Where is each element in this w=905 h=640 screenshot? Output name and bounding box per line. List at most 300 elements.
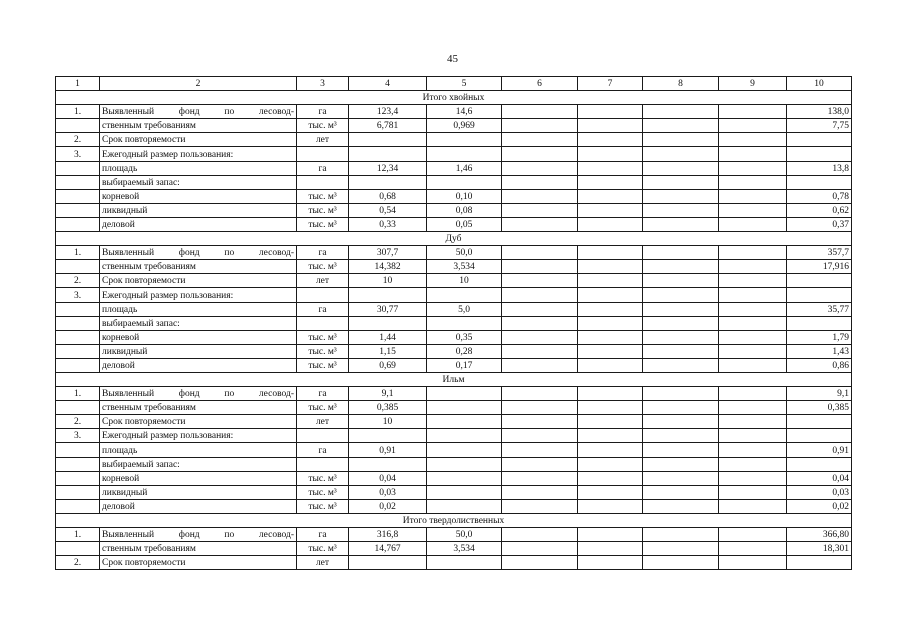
value-col-9 (719, 203, 787, 217)
value-col-8 (643, 161, 719, 175)
item-number: 1. (56, 387, 100, 401)
value-col-10: 0,02 (787, 499, 852, 513)
value-col-5: 1,46 (427, 161, 502, 175)
value-col-4: 0,33 (349, 217, 427, 231)
value-col-8 (643, 316, 719, 330)
table-row (56, 556, 852, 570)
column-header-1: 1 (56, 77, 100, 91)
value-col-10 (787, 288, 852, 302)
table-row (56, 344, 852, 358)
value-col-5: 0,35 (427, 330, 502, 344)
unit: га (297, 387, 349, 401)
value-col-5: 5,0 (427, 302, 502, 316)
value-col-9 (719, 105, 787, 119)
value-col-9 (719, 499, 787, 513)
value-col-4 (349, 147, 427, 161)
value-col-10: 17,916 (787, 260, 852, 274)
value-col-10 (787, 429, 852, 443)
value-col-10 (787, 147, 852, 161)
value-col-7 (578, 457, 643, 471)
value-col-4: 10 (349, 274, 427, 288)
value-col-9 (719, 161, 787, 175)
value-col-7 (578, 415, 643, 429)
value-col-6 (502, 429, 578, 443)
value-col-9 (719, 133, 787, 147)
item-label: Ежегодный размер пользования: (100, 288, 297, 302)
item-number (56, 358, 100, 372)
unit: га (297, 105, 349, 119)
item-label: ликвидный (100, 203, 297, 217)
value-col-5 (427, 485, 502, 499)
value-col-4 (349, 556, 427, 570)
item-number (56, 302, 100, 316)
item-label: ственным требованиям (100, 401, 297, 415)
value-col-9 (719, 542, 787, 556)
item-number (56, 471, 100, 485)
forest-fund-table (55, 76, 852, 570)
item-label: Выявленный фонд по лесовод- (100, 528, 297, 542)
unit (297, 147, 349, 161)
item-label: деловой (100, 358, 297, 372)
unit: га (297, 246, 349, 260)
value-col-6 (502, 499, 578, 513)
table-row (56, 528, 852, 542)
value-col-10: 18,301 (787, 542, 852, 556)
table-row (56, 260, 852, 274)
value-col-6 (502, 542, 578, 556)
value-col-5 (427, 387, 502, 401)
table-row (56, 471, 852, 485)
value-col-4: 307,7 (349, 246, 427, 260)
value-col-9 (719, 302, 787, 316)
value-col-4: 12,34 (349, 161, 427, 175)
value-col-4: 0,04 (349, 471, 427, 485)
value-col-5 (427, 401, 502, 415)
value-col-7 (578, 246, 643, 260)
value-col-10: 0,37 (787, 217, 852, 231)
value-col-10: 0,385 (787, 401, 852, 415)
value-col-6 (502, 387, 578, 401)
value-col-7 (578, 133, 643, 147)
unit: тыс. м³ (297, 203, 349, 217)
value-col-10 (787, 274, 852, 288)
item-number (56, 485, 100, 499)
value-col-5 (427, 288, 502, 302)
unit (297, 429, 349, 443)
value-col-7 (578, 485, 643, 499)
item-number: 2. (56, 133, 100, 147)
item-number: 3. (56, 429, 100, 443)
section-title-row (56, 513, 852, 527)
value-col-7 (578, 217, 643, 231)
value-col-7 (578, 387, 643, 401)
value-col-9 (719, 246, 787, 260)
unit: лет (297, 556, 349, 570)
unit: тыс. м³ (297, 344, 349, 358)
unit: тыс. м³ (297, 217, 349, 231)
item-number (56, 203, 100, 217)
value-col-9 (719, 429, 787, 443)
unit: га (297, 528, 349, 542)
value-col-5: 0,08 (427, 203, 502, 217)
item-number (56, 119, 100, 133)
unit: лет (297, 415, 349, 429)
item-label: корневой (100, 330, 297, 344)
value-col-8 (643, 358, 719, 372)
value-col-5: 3,534 (427, 542, 502, 556)
value-col-8 (643, 457, 719, 471)
unit: тыс. м³ (297, 330, 349, 344)
value-col-5 (427, 147, 502, 161)
column-header-8: 8 (643, 77, 719, 91)
value-col-10: 0,78 (787, 189, 852, 203)
value-col-8 (643, 133, 719, 147)
item-label: Выявленный фонд по лесовод- (100, 105, 297, 119)
value-col-6 (502, 485, 578, 499)
value-col-8 (643, 189, 719, 203)
table-row (56, 316, 852, 330)
value-col-9 (719, 457, 787, 471)
value-col-7 (578, 542, 643, 556)
value-col-7 (578, 189, 643, 203)
item-number (56, 316, 100, 330)
value-col-6 (502, 161, 578, 175)
item-number: 1. (56, 528, 100, 542)
table-row (56, 189, 852, 203)
value-col-7 (578, 119, 643, 133)
value-col-4: 0,03 (349, 485, 427, 499)
value-col-10: 0,86 (787, 358, 852, 372)
item-number: 3. (56, 288, 100, 302)
value-col-4: 0,385 (349, 401, 427, 415)
value-col-7 (578, 471, 643, 485)
item-label: площадь (100, 443, 297, 457)
value-col-5: 50,0 (427, 246, 502, 260)
value-col-8 (643, 556, 719, 570)
item-label: Срок повторяемости (100, 274, 297, 288)
table-row (56, 485, 852, 499)
item-number (56, 330, 100, 344)
value-col-5 (427, 556, 502, 570)
value-col-6 (502, 344, 578, 358)
value-col-7 (578, 260, 643, 274)
table-row (56, 203, 852, 217)
value-col-6 (502, 443, 578, 457)
value-col-8 (643, 330, 719, 344)
item-label: Выявленный фонд по лесовод- (100, 387, 297, 401)
section-title: Дуб (56, 232, 852, 246)
value-col-7 (578, 288, 643, 302)
unit: га (297, 443, 349, 457)
value-col-7 (578, 203, 643, 217)
item-number: 2. (56, 556, 100, 570)
value-col-8 (643, 415, 719, 429)
table-row (56, 161, 852, 175)
value-col-9 (719, 387, 787, 401)
value-col-10: 9,1 (787, 387, 852, 401)
item-number: 1. (56, 105, 100, 119)
value-col-7 (578, 316, 643, 330)
value-col-5 (427, 316, 502, 330)
item-label: Срок повторяемости (100, 556, 297, 570)
value-col-9 (719, 189, 787, 203)
value-col-6 (502, 330, 578, 344)
value-col-10: 7,75 (787, 119, 852, 133)
value-col-6 (502, 105, 578, 119)
value-col-8 (643, 542, 719, 556)
value-col-6 (502, 302, 578, 316)
value-col-10: 1,79 (787, 330, 852, 344)
value-col-10 (787, 175, 852, 189)
section-title-row (56, 232, 852, 246)
value-col-10: 0,03 (787, 485, 852, 499)
value-col-4: 1,15 (349, 344, 427, 358)
value-col-10 (787, 316, 852, 330)
unit: тыс. м³ (297, 358, 349, 372)
unit: га (297, 161, 349, 175)
table-row (56, 147, 852, 161)
value-col-8 (643, 105, 719, 119)
value-col-7 (578, 358, 643, 372)
item-number (56, 217, 100, 231)
value-col-10: 1,43 (787, 344, 852, 358)
value-col-8 (643, 260, 719, 274)
value-col-10: 138,0 (787, 105, 852, 119)
section-title: Ильм (56, 372, 852, 386)
value-col-5: 50,0 (427, 528, 502, 542)
value-col-10: 0,62 (787, 203, 852, 217)
value-col-8 (643, 429, 719, 443)
value-col-5: 0,969 (427, 119, 502, 133)
item-number: 2. (56, 415, 100, 429)
table-row (56, 542, 852, 556)
item-number (56, 401, 100, 415)
table-row (56, 246, 852, 260)
value-col-8 (643, 119, 719, 133)
item-label: ликвидный (100, 485, 297, 499)
value-col-5: 0,28 (427, 344, 502, 358)
value-col-4 (349, 457, 427, 471)
table-row (56, 429, 852, 443)
value-col-4: 14,767 (349, 542, 427, 556)
column-number-row (56, 77, 852, 91)
value-col-10 (787, 415, 852, 429)
item-number (56, 175, 100, 189)
item-label: ственным требованиям (100, 119, 297, 133)
value-col-6 (502, 119, 578, 133)
value-col-8 (643, 175, 719, 189)
table-row (56, 217, 852, 231)
item-label: ственным требованиям (100, 542, 297, 556)
value-col-10 (787, 556, 852, 570)
unit: лет (297, 133, 349, 147)
value-col-4: 10 (349, 415, 427, 429)
value-col-8 (643, 246, 719, 260)
value-col-8 (643, 471, 719, 485)
column-header-2: 2 (100, 77, 297, 91)
value-col-7 (578, 302, 643, 316)
unit: тыс. м³ (297, 471, 349, 485)
value-col-8 (643, 203, 719, 217)
value-col-6 (502, 175, 578, 189)
value-col-8 (643, 288, 719, 302)
value-col-6 (502, 274, 578, 288)
table-row (56, 358, 852, 372)
section-title-row (56, 372, 852, 386)
value-col-4: 0,68 (349, 189, 427, 203)
value-col-6 (502, 401, 578, 415)
column-header-3: 3 (297, 77, 349, 91)
value-col-6 (502, 133, 578, 147)
value-col-9 (719, 260, 787, 274)
table-row (56, 330, 852, 344)
item-label: выбираемый запас: (100, 457, 297, 471)
section-title: Итого твердолиственных (56, 513, 852, 527)
value-col-8 (643, 274, 719, 288)
value-col-4: 0,54 (349, 203, 427, 217)
unit (297, 175, 349, 189)
item-label: площадь (100, 302, 297, 316)
item-label: выбираемый запас: (100, 316, 297, 330)
table-row (56, 499, 852, 513)
value-col-7 (578, 443, 643, 457)
item-label: Выявленный фонд по лесовод- (100, 246, 297, 260)
value-col-7 (578, 556, 643, 570)
value-col-6 (502, 189, 578, 203)
value-col-7 (578, 344, 643, 358)
unit: тыс. м³ (297, 485, 349, 499)
value-col-6 (502, 288, 578, 302)
value-col-10: 13,8 (787, 161, 852, 175)
value-col-7 (578, 161, 643, 175)
item-label: деловой (100, 499, 297, 513)
value-col-8 (643, 443, 719, 457)
column-header-4: 4 (349, 77, 427, 91)
value-col-5 (427, 429, 502, 443)
unit (297, 457, 349, 471)
value-col-10: 366,80 (787, 528, 852, 542)
table-row (56, 415, 852, 429)
value-col-6 (502, 415, 578, 429)
table-row (56, 387, 852, 401)
value-col-9 (719, 217, 787, 231)
value-col-5 (427, 499, 502, 513)
value-col-4 (349, 288, 427, 302)
value-col-6 (502, 457, 578, 471)
value-col-9 (719, 358, 787, 372)
value-col-5: 10 (427, 274, 502, 288)
value-col-9 (719, 443, 787, 457)
item-label: выбираемый запас: (100, 175, 297, 189)
item-number (56, 344, 100, 358)
value-col-10: 0,91 (787, 443, 852, 457)
value-col-10: 35,77 (787, 302, 852, 316)
value-col-8 (643, 302, 719, 316)
table-row (56, 175, 852, 189)
item-number: 1. (56, 246, 100, 260)
item-label: Срок повторяемости (100, 133, 297, 147)
value-col-6 (502, 147, 578, 161)
table-row (56, 302, 852, 316)
table-row (56, 274, 852, 288)
value-col-9 (719, 471, 787, 485)
value-col-9 (719, 175, 787, 189)
value-col-9 (719, 344, 787, 358)
value-col-6 (502, 556, 578, 570)
item-number (56, 443, 100, 457)
value-col-5 (427, 133, 502, 147)
item-number (56, 189, 100, 203)
value-col-5 (427, 457, 502, 471)
table-row (56, 401, 852, 415)
table-row (56, 288, 852, 302)
table-row (56, 119, 852, 133)
value-col-8 (643, 485, 719, 499)
value-col-9 (719, 274, 787, 288)
value-col-4: 0,02 (349, 499, 427, 513)
value-col-10: 0,04 (787, 471, 852, 485)
value-col-4 (349, 175, 427, 189)
value-col-6 (502, 203, 578, 217)
value-col-7 (578, 528, 643, 542)
value-col-5: 0,05 (427, 217, 502, 231)
unit: лет (297, 274, 349, 288)
value-col-8 (643, 344, 719, 358)
value-col-7 (578, 274, 643, 288)
value-col-9 (719, 401, 787, 415)
item-number (56, 457, 100, 471)
item-number: 2. (56, 274, 100, 288)
item-number (56, 161, 100, 175)
item-label: площадь (100, 161, 297, 175)
table-row (56, 443, 852, 457)
value-col-9 (719, 147, 787, 161)
unit: га (297, 302, 349, 316)
value-col-5: 14,6 (427, 105, 502, 119)
value-col-9 (719, 288, 787, 302)
value-col-9 (719, 330, 787, 344)
value-col-8 (643, 387, 719, 401)
value-col-9 (719, 556, 787, 570)
item-label: Ежегодный размер пользования: (100, 429, 297, 443)
item-label: ликвидный (100, 344, 297, 358)
item-number (56, 542, 100, 556)
item-label: ственным требованиям (100, 260, 297, 274)
value-col-7 (578, 401, 643, 415)
value-col-4 (349, 316, 427, 330)
page-number: 45 (447, 53, 458, 65)
value-col-5: 0,17 (427, 358, 502, 372)
table-row (56, 105, 852, 119)
unit: тыс. м³ (297, 189, 349, 203)
value-col-6 (502, 217, 578, 231)
value-col-7 (578, 429, 643, 443)
value-col-7 (578, 105, 643, 119)
value-col-4: 1,44 (349, 330, 427, 344)
table-row (56, 457, 852, 471)
value-col-9 (719, 528, 787, 542)
column-header-6: 6 (502, 77, 578, 91)
value-col-6 (502, 246, 578, 260)
value-col-7 (578, 147, 643, 161)
item-number (56, 260, 100, 274)
unit: тыс. м³ (297, 499, 349, 513)
value-col-10: 357,7 (787, 246, 852, 260)
value-col-9 (719, 316, 787, 330)
column-header-5: 5 (427, 77, 502, 91)
value-col-4: 9,1 (349, 387, 427, 401)
column-header-7: 7 (578, 77, 643, 91)
